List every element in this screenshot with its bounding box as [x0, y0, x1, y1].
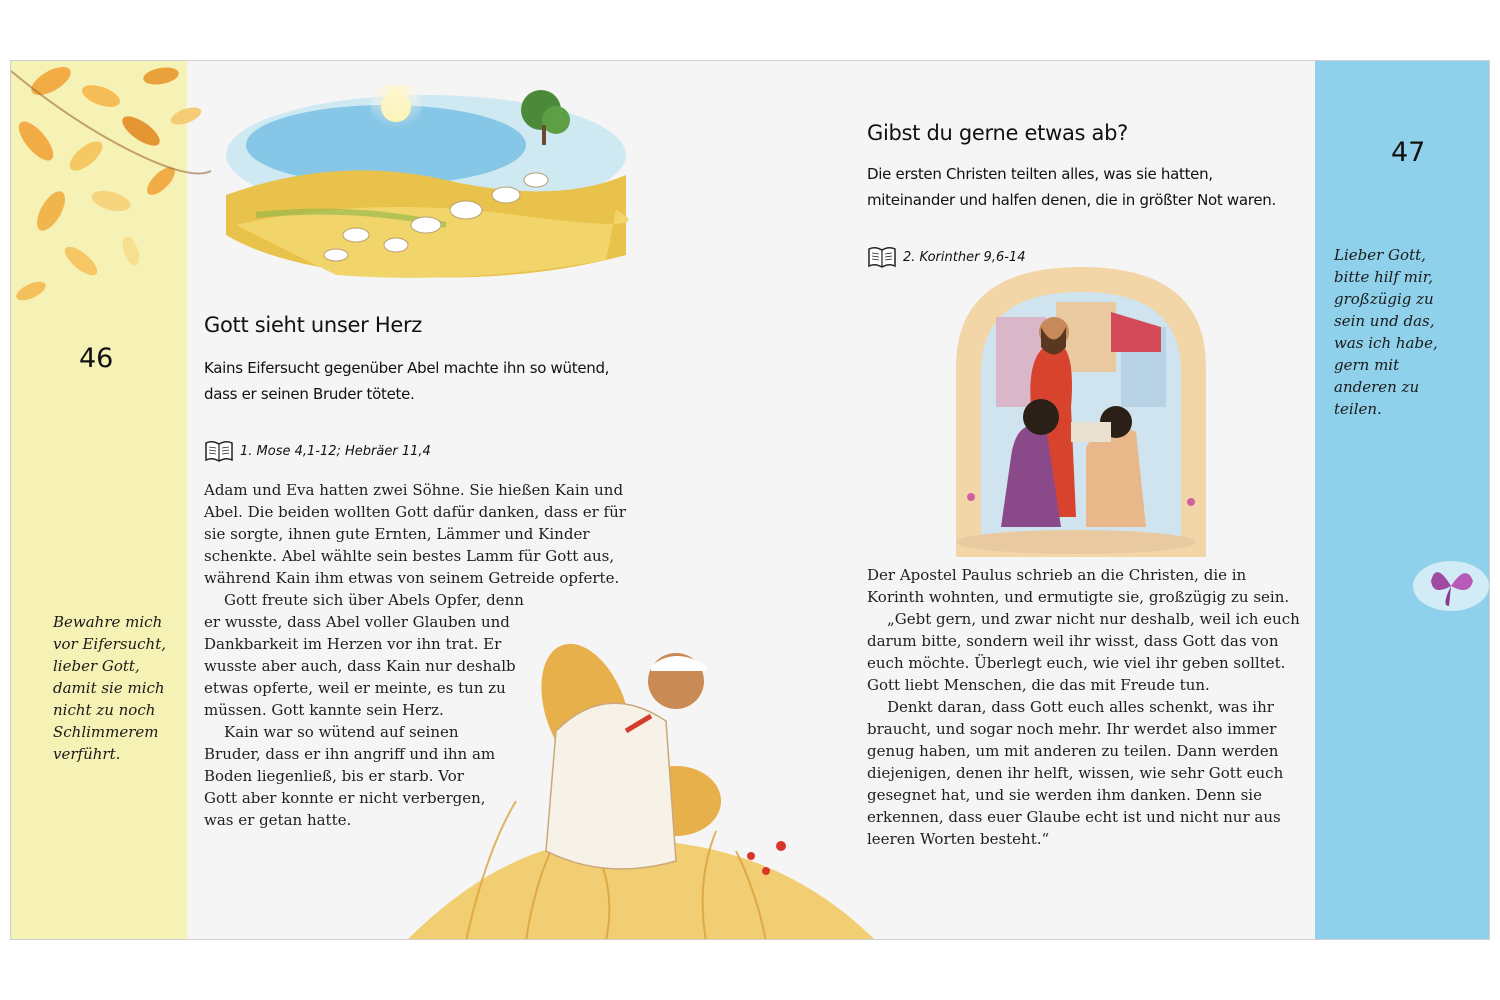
prayer-right: Lieber Gott, bitte hilf mir, großzügig zu sein und das, was ich habe, gern mit anderen zu teilen. — [1334, 246, 1438, 418]
paragraph: Denkt daran, dass Gott euch alles schenkt, was ihr braucht, und sogar noch mehr. Ihr werdet also immer genug haben, um mit anderen zu teilen. Dann werden diejenigen, denen ihr helft, wissen, wie sehr Gott euch gesegnet hat, und sie werden ihm danken. Denn sie erkennen, dass euer Glaube echt ist und nicht nur aus leeren Worten besteht.“ — [867, 698, 1284, 848]
paragraph: „Gebt gern, und zwar nicht nur deshalb, weil ich euch darum bitte, sondern weil ihr wisst, dass Gott das von euch möchte. Überlegt euch, wie viel ihr geben solltet. Gott liebt Menschen, die das mit Freude tun. — [867, 610, 1300, 694]
book-spread — [10, 60, 1490, 940]
reference-text-right: 2. Korinther 9,6-14 — [903, 249, 1026, 265]
autumn-leaves-illustration — [11, 61, 221, 351]
paragraph: Adam und Eva hatten zwei Söhne. Sie hießen Kain und Abel. Die beiden wollten Gott dafür danken, dass er für sie sorgte, ihnen gute Ernten, Lämmer und Kinder schenkte. Abel wählte sein bestes Lamm für Gott aus, während Kain ihm etwas von seinem Getreide opferte. — [204, 481, 626, 587]
bible-reference-left — [204, 439, 431, 463]
story-body-right — [867, 564, 1307, 850]
open-book-icon — [867, 245, 897, 269]
intro-left: Kains Eifersucht gegenüber Abel machte ihn so wütend, dass er seinen Bruder tötete. — [204, 359, 610, 403]
paragraph: Kain war so wütend auf seinen Bruder, dass er ihn angriff und ihn am Boden liegenließ, bis er starb. Vor Gott aber konnte er nicht verbergen, was er getan hatte. — [204, 723, 496, 829]
open-book-icon — [204, 439, 234, 463]
prayer-left: Bewahre mich vor Eifersucht, lieber Gott, damit sie mich nicht zu noch Schlimmerem verführt. — [53, 613, 167, 763]
story-title-left: Gott sieht unser Herz — [204, 313, 423, 337]
story-title-right: Gibst du gerne etwas ab? — [867, 121, 1128, 145]
intro-right: Die ersten Christen teilten alles, was sie hatten, miteinander und halfen denen, die in größter Not waren. — [867, 165, 1276, 209]
reference-text-left: 1. Mose 4,1-12; Hebräer 11,4 — [240, 443, 431, 459]
paragraph: Der Apostel Paulus schrieb an die Christen, die in Korinth wohnten, und ermutigte sie, großzügig zu sein. — [867, 566, 1290, 606]
landscape-sheep-illustration — [216, 85, 636, 285]
page-number-right: 47 — [1391, 137, 1426, 168]
right-margin-strip — [1315, 61, 1490, 940]
page-number-left: 46 — [79, 343, 114, 374]
paragraph: Gott freute sich über Abels Opfer, denn er wusste, dass Abel voller Glauben und Dankbarkeit im Herzen vor ihn trat. Er wusste aber auch, dass Kain nur deshalb etwas opferte, weil er meinte, es tun zu müssen. Gott kannte sein Herz. — [204, 591, 524, 719]
butterfly-illustration — [1411, 551, 1490, 621]
story-body-left — [204, 479, 644, 831]
apostles-city-illustration — [936, 257, 1226, 557]
